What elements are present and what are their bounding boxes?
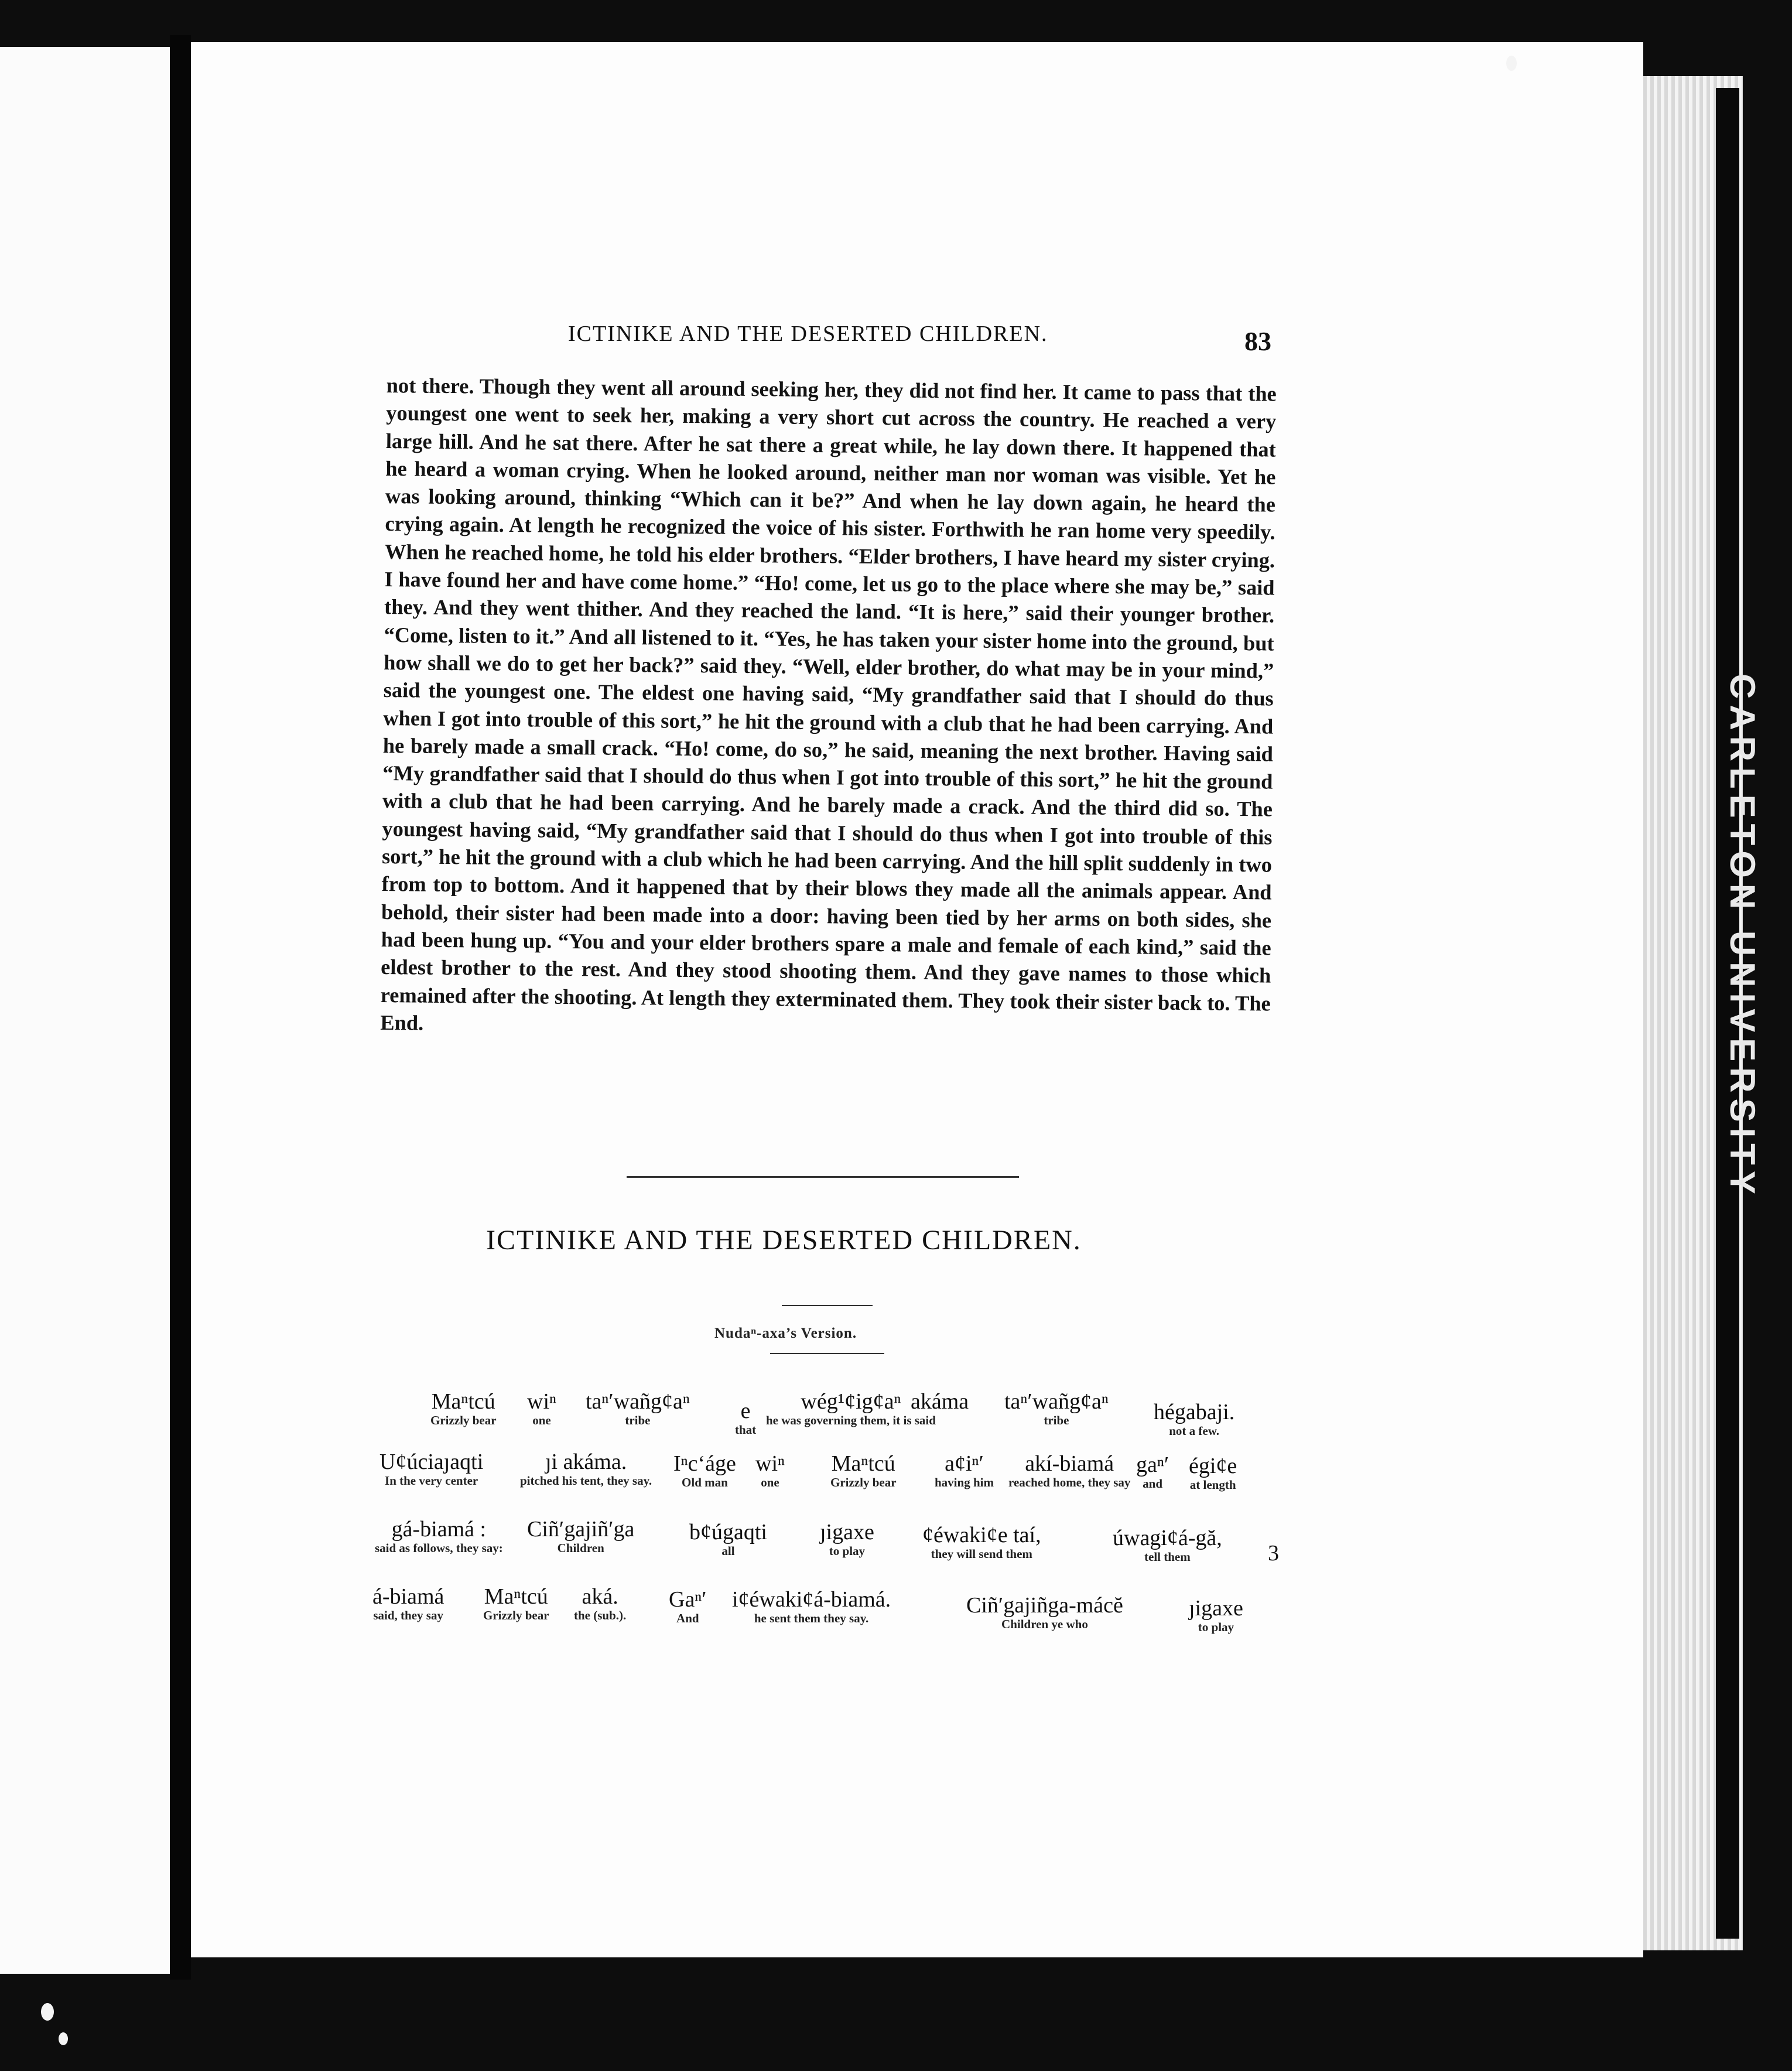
english-gloss: that	[735, 1423, 757, 1437]
interlinear-word	[935, 1451, 994, 1489]
title-rule	[782, 1305, 873, 1306]
omaha-word: ¢éwaki¢e taí,	[922, 1523, 1041, 1547]
english-gloss: Old man	[682, 1475, 728, 1489]
page-number: 83	[1244, 326, 1271, 356]
english-gloss: not a few.	[1169, 1424, 1219, 1438]
scan-speck	[41, 2003, 54, 2021]
english-gloss: Grizzly bear	[430, 1413, 497, 1427]
interlinear-word	[820, 1520, 874, 1558]
english-gloss: he was governing them, it is said	[766, 1413, 936, 1427]
omaha-word: gaⁿ′	[1136, 1453, 1169, 1477]
version-rule	[770, 1353, 884, 1354]
omaha-word: Iⁿc‘áge	[673, 1451, 736, 1476]
interlinear-word	[483, 1584, 549, 1622]
english-gloss: said, they say	[373, 1608, 443, 1622]
interlinear-word	[1008, 1451, 1130, 1489]
section-divider	[627, 1176, 1019, 1178]
omaha-word: taⁿ′wañg¢aⁿ	[1004, 1389, 1109, 1414]
interlinear-word	[520, 1450, 652, 1488]
english-gloss: the (sub.).	[574, 1608, 627, 1622]
omaha-word: aká.	[582, 1584, 618, 1609]
omaha-word: U¢úciaȷaqti	[379, 1450, 484, 1474]
interlinear-word	[673, 1451, 736, 1489]
omaha-word: wég¹¢ig¢aⁿ	[801, 1389, 901, 1414]
interlinear-word	[1154, 1400, 1234, 1438]
omaha-word: wiⁿ	[755, 1451, 785, 1476]
interlinear-word	[527, 1517, 634, 1555]
english-gloss: they will send them	[931, 1547, 1032, 1561]
omaha-word: á-biamá	[372, 1584, 444, 1609]
translation-text: not there. Though they went all around seeking her, they did not find her. It came to pass that the youngest one went to seek her, making a very short cut across the country. He reached a very large hill. And he sat there. After he sat there a great while, he lay down there. It happened that he heard a woman crying. When he looked around, neither man nor woman was visible. Yet he was looking around, thinking “Which can it be?” And when he lay down again, he heard the crying again. At length he recognized the voice of his sister. Forthwith he ran home very speedily. When he reached home, he told his elder brothers. “Elder brothers, I have heard my sister crying. I have found her and have come home.” “Ho! come, let us go to the place where she may be,” said they. And they went thither. And they reached the land. “It is here,” said their younger brother. “Come, listen to it.” And all listened to it. “Yes, he has taken your sister home into the ground, but how shall we do to get her back?” said they. “Well, elder brother, do what may be in your mind,” said the youngest one. The eldest one having said, “My grandfather said that I should do thus when I got into trouble of this sort,” he hit the ground with a club that he had been carrying. And he barely made a small crack. “Ho! come, do so,” he said, meaning the next brother. Having said “My grandfather said that I should do thus when I got into trouble of this sort,” he hit the ground with a club that he had been carrying. And he barely made a crack. And the third did so. The youngest having said, “My grandfather said that I should do thus when I got into trouble of this sort,” he hit the ground with a club which he had been carrying. And the hill split suddenly in two from top to bottom. And it happened that by their blows they made all the animals appear. And behold, their sister had been made into a door: having been tied by her arms on both sides, she had been hung up. “You and your elder brothers spare a male and female of each kind,” said the eldest brother to the rest. And they stood shooting them. And they gave names to those which remained after the shooting. At length they exterminated them. They took their sister back to. The End.	[380, 373, 1277, 1035]
interlinear-word	[430, 1389, 497, 1427]
english-gloss: And	[676, 1611, 699, 1625]
omaha-word: Maⁿtcú	[484, 1584, 548, 1609]
omaha-word: Gaⁿ′	[669, 1587, 707, 1612]
omaha-word: Ciñ′gajiñ′ga	[527, 1517, 635, 1542]
interlinear-word	[1189, 1454, 1237, 1492]
interlinear-word	[1189, 1596, 1243, 1634]
omaha-word: e	[740, 1399, 751, 1423]
english-gloss: having him	[935, 1475, 994, 1489]
english-gloss: tribe	[1044, 1413, 1069, 1427]
english-gloss: In the very center	[385, 1474, 478, 1488]
version-label: Nudaⁿ-axa’s Version.	[714, 1325, 857, 1341]
english-gloss: tell them	[1144, 1550, 1191, 1564]
omaha-word: ȷigaxe	[1189, 1596, 1243, 1621]
english-gloss: all	[721, 1544, 735, 1558]
interlinear-word	[922, 1523, 1041, 1561]
english-gloss: said as follows, they say:	[375, 1541, 503, 1555]
omaha-word: akí-biamá	[1025, 1451, 1114, 1476]
omaha-word: ȷigaxe	[820, 1520, 874, 1544]
line-number: 3	[1268, 1541, 1279, 1566]
translation-paragraph	[380, 372, 1277, 1045]
english-gloss: at length	[1189, 1478, 1236, 1492]
running-head: ICTINIKE AND THE DESERTED CHILDREN.	[568, 322, 1048, 346]
omaha-word: i¢éwaki¢á-biamá.	[732, 1587, 891, 1612]
english-gloss: Grizzly bear	[830, 1475, 897, 1489]
interlinear-word	[755, 1451, 785, 1489]
omaha-word: b¢úgaqti	[689, 1520, 767, 1544]
story-title: ICTINIKE AND THE DESERTED CHILDREN.	[486, 1225, 1082, 1256]
interlinear-word	[527, 1389, 556, 1427]
library-stamp: CARLETON UNIVERSITY	[1723, 674, 1762, 1200]
omaha-word: taⁿ′wañg¢aⁿ	[586, 1389, 690, 1414]
interlinear-word	[669, 1587, 707, 1625]
english-gloss: one	[532, 1413, 551, 1427]
english-gloss: he sent them they say.	[754, 1611, 869, 1625]
interlinear-word	[830, 1451, 897, 1489]
interlinear-word	[1004, 1389, 1109, 1427]
facing-page-edge	[0, 47, 170, 1974]
scan-speck	[1506, 56, 1517, 71]
english-gloss: to play	[1198, 1620, 1234, 1634]
omaha-word: gá-biamá :	[391, 1517, 487, 1542]
omaha-word: wiⁿ	[527, 1389, 556, 1414]
english-gloss: pitched his tent, they say.	[520, 1474, 652, 1488]
interlinear-word	[1113, 1526, 1222, 1564]
interlinear-word	[689, 1520, 767, 1558]
english-gloss: Children	[557, 1541, 604, 1555]
english-gloss: Grizzly bear	[483, 1608, 549, 1622]
interlinear-word	[911, 1389, 969, 1414]
interlinear-word	[372, 1584, 444, 1622]
interlinear-word	[1136, 1453, 1169, 1491]
omaha-word: akáma	[911, 1389, 969, 1414]
english-gloss: tribe	[625, 1413, 651, 1427]
book-gutter	[170, 35, 191, 1980]
english-gloss: and	[1143, 1477, 1162, 1491]
english-gloss: Children ye who	[1001, 1617, 1088, 1631]
omaha-word: hégabaji.	[1154, 1400, 1235, 1424]
english-gloss: one	[761, 1475, 779, 1489]
interlinear-word	[735, 1399, 756, 1437]
omaha-word: égi¢e	[1189, 1454, 1237, 1478]
interlinear-word	[732, 1587, 891, 1625]
interlinear-word	[379, 1450, 483, 1488]
interlinear-word	[375, 1517, 503, 1555]
omaha-word: ȷi akáma.	[545, 1450, 627, 1474]
interlinear-word	[586, 1389, 690, 1427]
english-gloss: to play	[829, 1544, 866, 1558]
omaha-word: a¢iⁿ′	[945, 1451, 984, 1476]
interlinear-word	[574, 1584, 626, 1622]
english-gloss: reached home, they say	[1008, 1475, 1131, 1489]
omaha-word: Ciñ′gajiñga-mácĕ	[966, 1593, 1123, 1618]
omaha-word: Maⁿtcú	[431, 1389, 495, 1414]
interlinear-word	[966, 1593, 1123, 1631]
scan-speck	[59, 2032, 68, 2045]
omaha-word: Maⁿtcú	[831, 1451, 895, 1476]
omaha-word: úwagi¢á-gă,	[1113, 1526, 1222, 1550]
